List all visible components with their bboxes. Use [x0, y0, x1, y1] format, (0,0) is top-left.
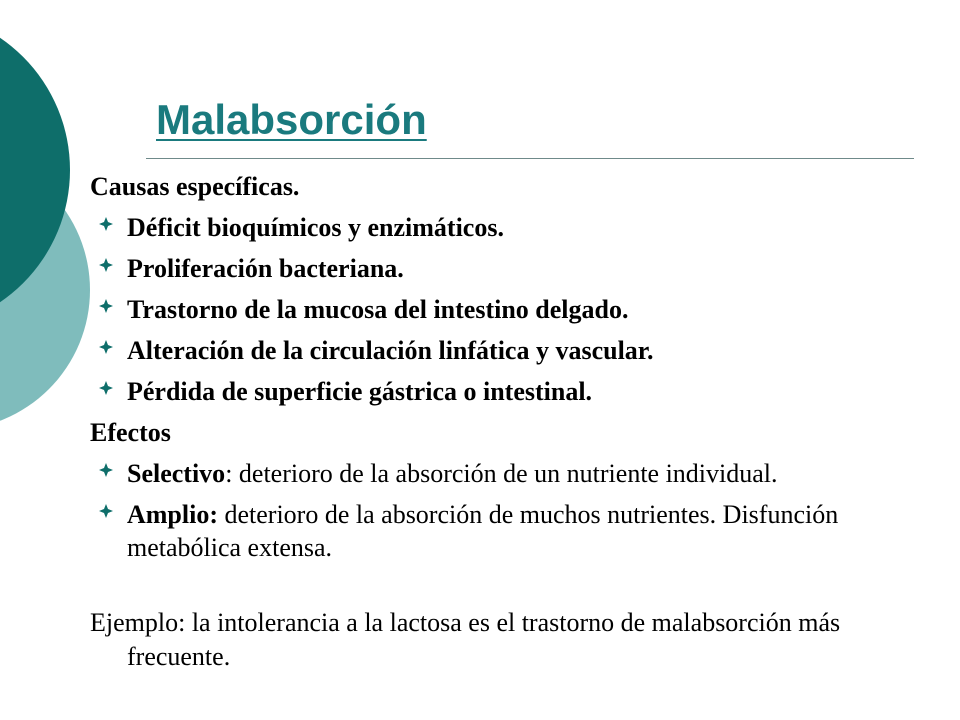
- diamond-bullet-icon: [99, 381, 113, 395]
- list-item: [90, 248, 940, 289]
- example-paragraph: Ejemplo: la intolerancia a la lactosa es el trastorno de malabsorción más frecuente.: [90, 608, 841, 671]
- list-item-text: Alteración de la circulación linfática y vascular.: [127, 336, 654, 365]
- list-item: [90, 371, 940, 412]
- slide-title: Malabsorción: [156, 96, 427, 143]
- list-item-text: Déficit bioquímicos y enzimáticos.: [127, 213, 504, 242]
- causes-list: [90, 207, 940, 412]
- effect-term: Selectivo: [127, 459, 226, 488]
- title-divider: [146, 158, 914, 159]
- list-item-text: Pérdida de superficie gástrica o intestinal.: [127, 377, 593, 406]
- list-item: [90, 330, 940, 371]
- list-item-text: Proliferación bacteriana.: [127, 254, 404, 283]
- effect-description: deterioro de la absorción de muchos nutrientes. Disfunción metabólica extensa.: [127, 500, 839, 562]
- list-item: [90, 453, 940, 494]
- list-item: [90, 289, 940, 330]
- effect-description: : deterioro de la absorción de un nutriente individual.: [225, 459, 778, 488]
- diamond-bullet-icon: [99, 504, 113, 518]
- diamond-bullet-icon: [99, 299, 113, 313]
- list-item-text: Trastorno de la mucosa del intestino delgado.: [127, 295, 629, 324]
- diamond-bullet-icon: [99, 258, 113, 272]
- effect-term: Amplio:: [127, 500, 218, 529]
- diamond-bullet-icon: [99, 217, 113, 231]
- spacer: [90, 568, 940, 606]
- diamond-bullet-icon: [99, 340, 113, 354]
- list-item: [90, 494, 940, 568]
- slide-body: [90, 166, 940, 674]
- effects-heading: Efectos: [90, 418, 171, 447]
- list-item: [90, 207, 940, 248]
- effects-list: [90, 453, 940, 568]
- diamond-bullet-icon: [99, 463, 113, 477]
- causes-heading: Causas específicas.: [90, 172, 300, 201]
